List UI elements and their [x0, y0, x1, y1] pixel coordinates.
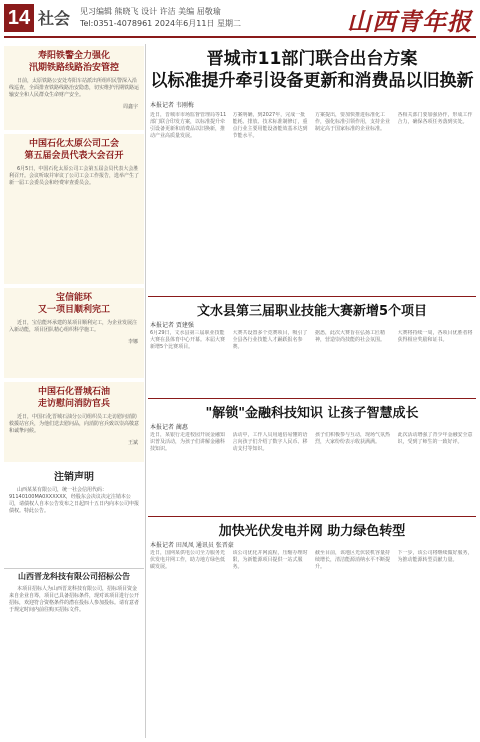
- article-column: 近日，晋城市市场监督管理局等11部门联合印发方案，以标准提升牵引设备更新和消费品以旧换新，推动产业高质量发展。: [150, 112, 227, 139]
- article-divider: [148, 398, 476, 399]
- article-body: [150, 432, 474, 512]
- article-column: 此次活动增强了青少年金融安全意识，受到了师生的一致好评。: [397, 432, 473, 445]
- notice-title: 山西晋龙科技有限公司招标公告: [18, 572, 130, 581]
- brief-title: 寿阳铁警全力强化 汛期铁路线路治安管控: [28, 51, 119, 73]
- section-name: 社会: [38, 9, 71, 28]
- article-headline: "解锁"金融科技知识 让孩子智慧成长: [205, 406, 419, 421]
- page-header: [0, 0, 480, 40]
- brief-body: 近日，宝信能环承建的某项目顺利完工，为企业发展注入新动能，项目团队精心组织科学施工。: [9, 320, 138, 333]
- brief-title: 中国石化太原公司工会 第五届会员代表大会召开: [24, 139, 124, 161]
- article-column: 6月29日，文水县第三届职业技能大赛在县体育中心开幕。本届大赛新增5个比赛项目。: [150, 330, 226, 350]
- notice-block: [4, 568, 144, 738]
- article-divider: [148, 296, 476, 297]
- article-byline: 本报记者 韦刚梅: [150, 102, 194, 109]
- brief-signature: 王斌: [127, 440, 138, 446]
- brief-title: 宝信能环 又一项目顺利完工: [37, 293, 110, 315]
- article-headline: 文水县第三届职业技能大赛新增5个项目: [196, 304, 428, 319]
- article-headline: 加快光伏发电并网 助力绿色转型: [218, 524, 406, 539]
- article-byline: 本报记者 贾建强: [150, 322, 194, 329]
- newspaper-logo: 山西青年报: [347, 7, 472, 36]
- brief-card: [4, 46, 144, 130]
- notice-block: [4, 466, 144, 566]
- article-column: 下一步，该公司将继续做好服务，为推动能源转型贡献力量。: [397, 550, 473, 563]
- notice-title: 注销声明: [54, 472, 94, 483]
- brief-card: [4, 134, 144, 284]
- brief-title: 中国石化晋城石油 走访慰问消防官兵: [37, 387, 110, 409]
- article-column: 该公司优化并网流程，压缩办理时限，为新能源项目提供一站式服务。: [232, 550, 308, 570]
- article-body: [150, 550, 474, 736]
- column-divider: [145, 44, 146, 738]
- article-column: 截至目前，该地区光伏装机容量持续增长，清洁能源消纳水平不断提升。: [315, 550, 391, 570]
- article-column: 孩子们积极参与互动，现场气氛热烈，大家纷纷表示收获满满。: [315, 432, 391, 445]
- article-byline: 本报记者 田凤凤 通讯员 张晋豪: [150, 542, 234, 549]
- notice-body: 山西某某有限公司，统一社会信用代码：91140100MA0XXXXXX，经股东会决议决定注销本公司，请债权人自本公告发布之日起四十五日内向本公司申报债权。特此公告。: [9, 487, 140, 514]
- brief-card: [4, 382, 144, 462]
- date-line: Tel:0351-4078961 2024年6月11日 星期二: [80, 19, 241, 28]
- article-column: 各相关部门要加强协作，形成工作合力，确保各项任务落到实处。: [397, 112, 473, 125]
- article-column: 大赛共设置多个竞赛项目，吸引了全县各行业技能人才踊跃报名参赛。: [232, 330, 308, 350]
- article-column: 方案提出，要加快推进标准化工作，强化标准引领作用，支持企业制定高于国家标准的企业标准。: [315, 112, 391, 132]
- notice-body: 本项目招标人为山西晋龙科技有限公司，招标项目资金来自企业自筹，项目已具备招标条件，现对该项目进行公开招标，欢迎符合资格条件的潜在投标人参加投标。请有意者于规定时间内前往购买招标文件。: [9, 586, 140, 613]
- article-body: [150, 330, 474, 394]
- article-column: 近日，某银行走进校园开展金融知识普及活动，为孩子们讲解金融科技知识。: [150, 432, 226, 452]
- article-headline: 晋城市11部门联合出台方案 以标准提升牵引设备更新和消费品以旧换新: [150, 49, 474, 91]
- brief-signature: 周鑫宇: [122, 104, 138, 110]
- article-column: 大赛将持续一周，各项目优胜者将获得相应奖励和证书。: [397, 330, 473, 343]
- article-column: 近日，国网某供电公司全力服务光伏发电并网工作，助力地方绿色低碳发展。: [150, 550, 226, 570]
- article-byline: 本报记者 蔺惠: [150, 424, 188, 431]
- brief-signature: 李娜: [127, 339, 138, 345]
- brief-body: 近日，中国石化晋城石油分公司组织员工走访慰问消防救援站官兵，为他们送去慰问品，向消防官兵致以崇高敬意和诚挚问候。: [9, 414, 140, 434]
- editor-line: 见习编辑 熊晓飞 设计 许洁 美编 屈敬瑜: [80, 7, 221, 16]
- article-body: [150, 112, 474, 292]
- brief-body: 日前，太原铁路公安处寿阳车站派出所组织民警深入沿线巡查，全面排查铁路线路治安隐患，切实维护汛期铁路运输安全和人民群众生命财产安全。: [9, 78, 140, 98]
- page-number: 14: [4, 4, 34, 32]
- brief-body: 6月5日，中国石化太原公司工会第五届会员代表大会胜利召开。会议听取并审议了公司工会工作报告，选举产生了新一届工会委员会和经费审查委员会。: [9, 166, 140, 186]
- article-column: 方案明确，到2027年，完成一批能耗、排放、技术标准制修订，重点行业主要用能设备能效基本达到节能水平。: [232, 112, 308, 139]
- brief-card: [4, 288, 144, 378]
- article-column: 活动中，工作人员用通俗易懂的语言向孩子们介绍了数字人民币、移动支付等知识。: [232, 432, 308, 452]
- header-rule: [4, 36, 476, 38]
- article-divider: [148, 516, 476, 517]
- article-column: 据悉，此次大赛旨在弘扬工匠精神，营造崇尚技能的社会氛围。: [315, 330, 386, 343]
